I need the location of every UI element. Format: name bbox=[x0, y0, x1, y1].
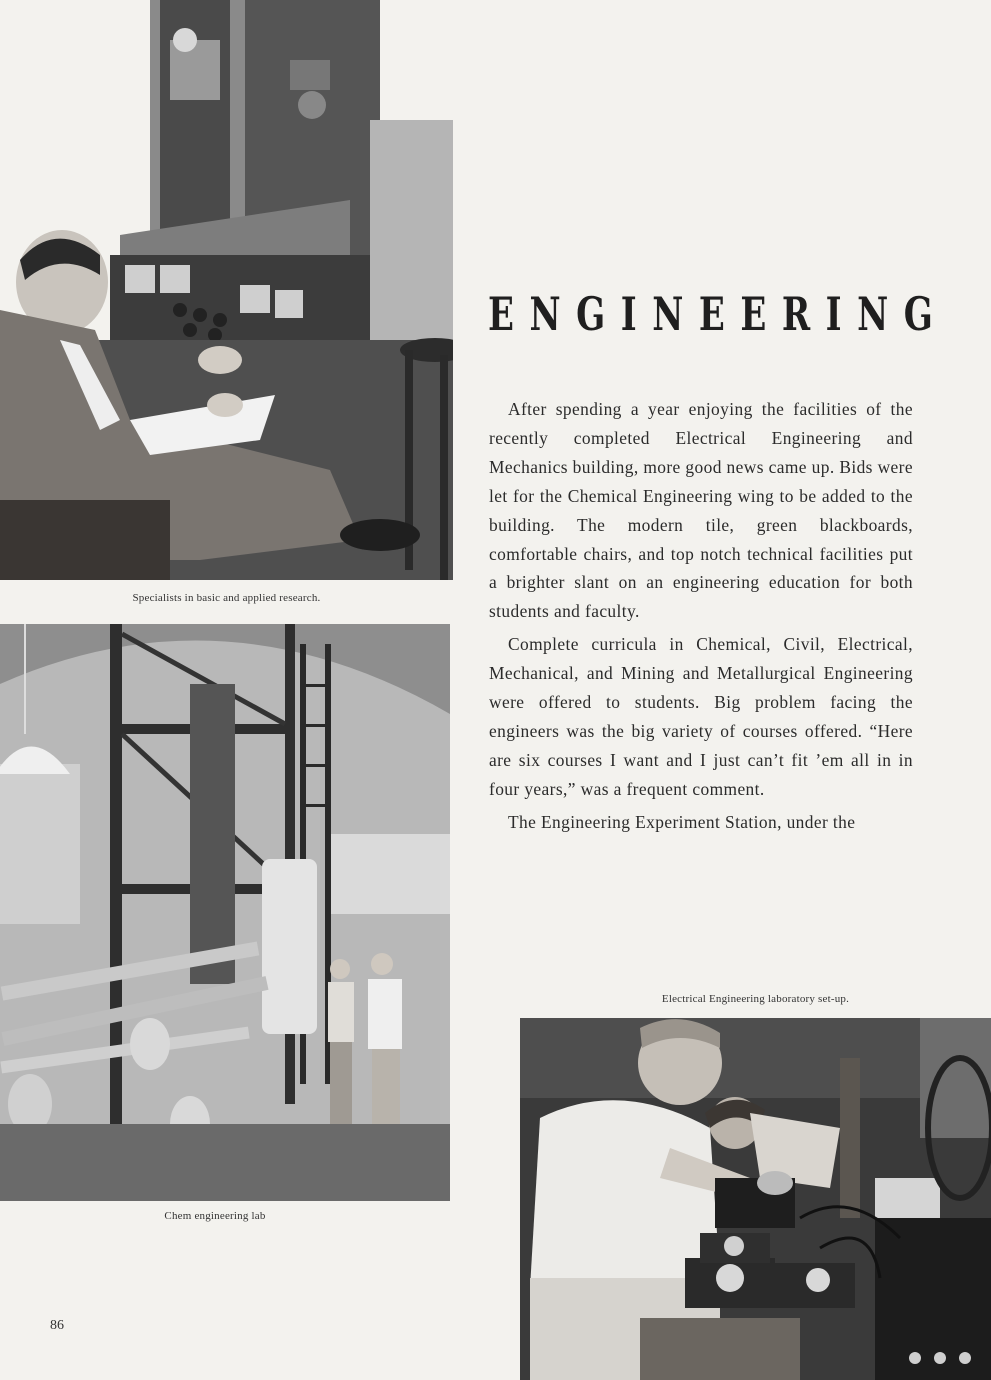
caption-chem-engineering-lab: Chem engineering lab bbox=[164, 1210, 266, 1222]
photo-chem-engineering-lab bbox=[0, 624, 450, 1201]
caption-electrical-engineering-lab: Electrical Engineering laboratory set-up. bbox=[661, 993, 850, 1005]
article-body bbox=[489, 395, 913, 841]
photo-electrical-engineering-lab bbox=[520, 1018, 991, 1380]
page-title: ENGINEERING bbox=[488, 287, 949, 341]
caption-research-specialist: Specialists in basic and applied research. bbox=[132, 592, 321, 604]
article-paragraph-2: Complete curricula in Chemical, Civil, Electrical, Mechanical, and Mining and Metallurgical Engineering were offered to students. Big problem facing the engineers was the big variety of courses offered. “Here are six courses I want and I just can’t fit ’em all in in four years,” was a frequent comment. bbox=[489, 634, 913, 799]
photo-research-specialist bbox=[0, 0, 453, 580]
article-paragraph-3: The Engineering Experiment Station, under the bbox=[508, 811, 856, 832]
article-paragraph-1: After spending a year enjoying the facilities of the recently completed Electrical Engineering and Mechanics building, more good news came up. Bids were let for the Chemical Engineering wing to be added to the building. The modern tile, green blackboards, comfortable chairs, and top notch technical facilities put a brighter slant on an engineering education for both students and faculty. bbox=[489, 399, 913, 622]
page-number: 86 bbox=[50, 1318, 64, 1333]
